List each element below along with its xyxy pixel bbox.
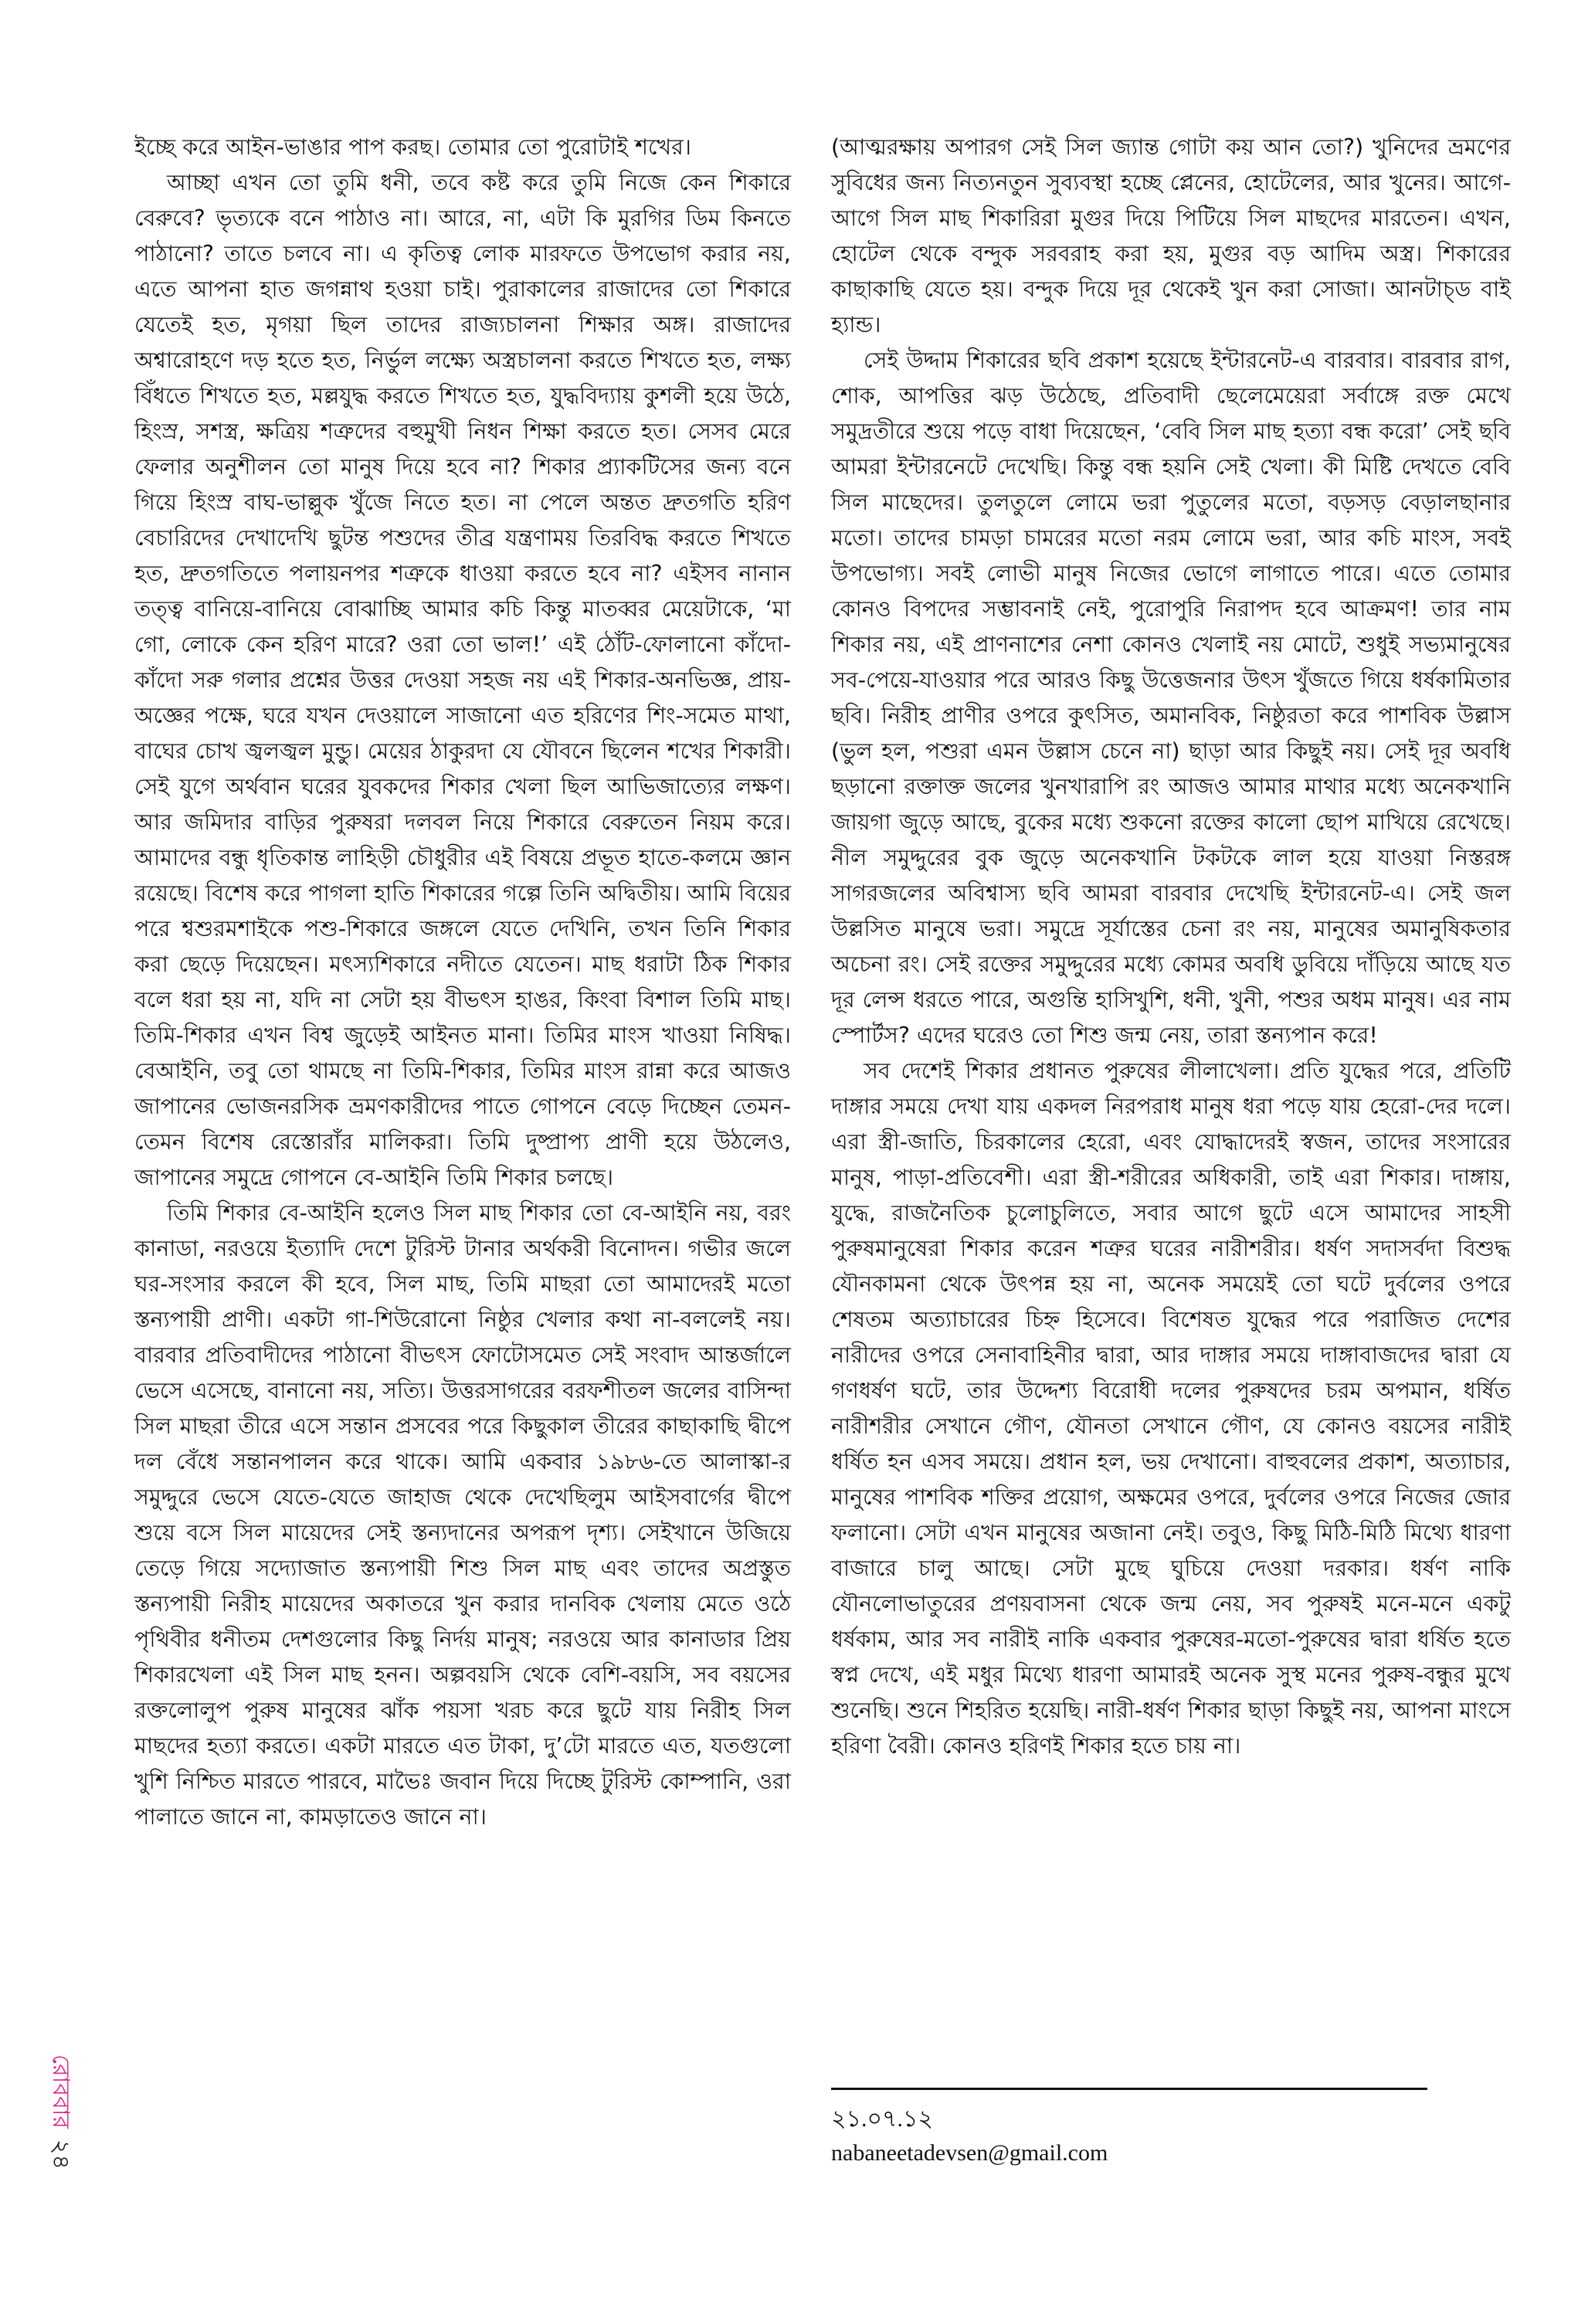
article-paragraph: সেই উদ্দাম শিকারের ছবি প্রকাশ হয়েছে ইন্টারনেট-এ বারবার। বারবার রাগ, শোক, আপত্তির ঝড় উঠেছে, প্রতিবাদী ছেলেমেয়েরা সর্বাঙ্গে রক্ত মেখে সমুদ্রতীরে শুয়ে পড়ে বাধা দিয়েছেন, ‘বেবি সিল মাছ হত্যা বন্ধ করো’ সেই ছবি আমরা ইন্টারনেটে দেখেছি। কিন্তু বন্ধ হয়নি সেই খেলা। কী মিষ্টি দেখতে বেবি সিল মাছেদের। তুলতুলে লোমে ভরা পুতুলের মতো, বড়সড় বেড়ালছানার মতো। তাদের চামড়া চামরের মতো নরম লোমে ভরা, আর কচি মাংস, সবই উপভোগ্য। সবই লোভী মানুষ নিজের ভোগে লাগাতে পারে। এতে তোমার কোনও বিপদের সম্ভাবনাই নেই, পুরোপুরি নিরাপদ হবে আক্রমণ! তার নাম শিকার নয়, এই প্রাণনাশের নেশা কোনও খেলাই নয় মোটে, শুধুই সভ্যমানুষের সব-পেয়ে-যাওয়ার পরে আরও কিছু উত্তেজনার উৎস খুঁজতে গিয়ে ধর্ষকামিতার ছবি। নিরীহ প্রাণীর ওপরে কুৎসিত, অমানবিক, নিষ্ঠুরতা করে পাশবিক উল্লাস (ভুল হল, পশুরা এমন উল্লাস চেনে না) ছাড়া আর কিছুই নয়। সেই দূর অবধি ছড়ানো রক্তাক্ত জলের খুনখারাপি রং আজও আমার মাথার মধ্যে অনেকখানি জায়গা জুড়ে আছে, বুকের মধ্যে শুকনো রক্তের কালো ছোপ মাখিয়ে রেখেছে। নীল সমুদ্দুরের বুক জুড়ে অনেকখানি টকটকে লাল হয়ে যাওয়া নিস্তরঙ্গ সাগরজলের অবিশ্বাস্য ছবি আমরা বারবার দেখেছি ইন্টারনেট-এ। সেই জল উল্লসিত মানুষে ভরা। সমুদ্রে সূর্যাস্তের চেনা রং নয়, মানুষের অমানুষিকতার অচেনা রং। সেই রক্তের সমুদ্দুরের মধ্যে কোমর অবধি ডুবিয়ে দাঁড়িয়ে আছে যত দূর লেন্স ধরতে পারে, অগুন্তি হাসিখুশি, ধনী, খুনী, পশুর অধম মানুষ। এর নাম স্পোর্টস? এদের ঘরেও তো শিশু জন্ম নেয়, তারা স্তন্যপান করে!: [831, 348, 1511, 1048]
article-paragraph: তিমি শিকার বে-আইনি হলেও সিল মাছ শিকার তো বে-আইনি নয়, বরং কানাডা, নরওয়ে ইত্যাদি দেশে টুরিস্ট টানার অর্থকরী বিনোদন। গভীর জলে ঘর-সংসার করলে কী হবে, সিল মাছ, তিমি মাছরা তো আমাদেরই মতো স্তন্যপায়ী প্রাণী। একটা গা-শিউরোনো নিষ্ঠুর খেলার কথা না-বললেই নয়। বারবার প্রতিবাদীদের পাঠানো বীভৎস ফোটোসমেত সেই সংবাদ আন্তর্জালে ভেসে এসেছে, বানানো নয়, সত্যি। উত্তরসাগরের বরফশীতল জলের বাসিন্দা সিল মাছরা তীরে এসে সন্তান প্রসবের পরে কিছুকাল তীরের কাছাকাছি দ্বীপে দল বেঁধে সন্তানপালন করে থাকে। আমি একবার ১৯৮৬-তে আলাস্কা-র সমুদ্দুরে ভেসে যেতে-যেতে জাহাজ থেকে দেখেছিলুম আইসবার্গের দ্বীপে শুয়ে বসে সিল মায়েদের সেই স্তন্যদানের অপরূপ দৃশ্য। সেইখানে উজিয়ে তেড়ে গিয়ে সদ্যোজাত স্তন্যপায়ী শিশু সিল মাছ এবং তাদের অপ্রস্তুত স্তন্যপায়ী নিরীহ মায়েদের অকাতরে খুন করার দানবিক খেলায় মেতে ওঠে পৃথিবীর ধনীতম দেশগুলোর কিছু নির্দয় মানুষ; নরওয়ে আর কানাডার প্রিয় শিকারখেলা এই সিল মাছ হনন। অল্পবয়সি থেকে বেশি-বয়সি, সব বয়সের রক্তলোলুপ পুরুষ মানুষের ঝাঁক পয়সা খরচ করে ছুটে যায় নিরীহ সিল মাছদের হত্যা করতে। একটা মারতে এত টাকা, দু’টো মারতে এত, যতগুলো খুশি নিশ্চিত মারতে পারবে, মাভৈঃ জবান দিয়ে দিচ্ছে টুরিস্ট কোম্পানি, ওরা পালাতে জানে না, কামড়াতেও জানে না।: [134, 1200, 791, 1830]
signoff-date: ২১.০৭.১২: [831, 2106, 933, 2132]
article-paragraph: আচ্ছা এখন তো তুমি ধনী, তবে কষ্ট করে তুমি নিজে কেন শিকারে বেরুবে? ভৃত্যকে বনে পাঠাও না। আরে, না, এটা কি মুরগির ডিম কিনতে পাঠানো? তাতে চলবে না। এ কৃতিত্ব লোক মারফতে উপভোগ করার নয়, এতে আপনা হাত জগন্নাথ হওয়া চাই। পুরাকালের রাজাদের তো শিকারে যেতেই হত, মৃগয়া ছিল তাদের রাজ্যচালনা শিক্ষার অঙ্গ। রাজাদের অশ্বারোহণে দড় হতে হত, নির্ভুল লক্ষ্যে অস্ত্রচালনা করতে শিখতে হত, লক্ষ্য বিঁধতে শিখতে হত, মল্লযুদ্ধ করতে শিখতে হত, যুদ্ধবিদ্যায় কুশলী হয়ে উঠে, হিংস্র, সশস্ত্র, ক্ষত্রিয় শত্রুদের বহুমুখী নিধন শিক্ষা করতে হত। সেসব মেরে ফেলার অনুশীলন তো মানুষ দিয়ে হবে না? শিকার প্র্যাকটিসের জন্য বনে গিয়ে হিংস্র বাঘ-ভাল্লুক খুঁজে নিতে হত। না পেলে অন্তত দ্রুতগতি হরিণ বেচারিদের দেখাদেখি ছুটন্ত পশুদের তীব্র যন্ত্রণাময় তিরবিদ্ধ করতে শিখতে হত, দ্রুতগতিতে পলায়নপর শত্রুকে ধাওয়া করতে হবে না? এইসব নানান তত্ত্ব বানিয়ে-বানিয়ে বোঝাচ্ছি আমার কচি কিন্তু মাতব্বর মেয়েটাকে, ‘মা গো, লোকে কেন হরিণ মারে? ওরা তো ভাল!’ এই ঠোঁট-ফোলানো কাঁদো-কাঁদো সরু গলার প্রশ্নের উত্তর দেওয়া সহজ নয় এই শিকার-অনভিজ্ঞ, প্রায়-অজ্ঞের পক্ষে, ঘরে যখন দেওয়ালে সাজানো এত হরিণের শিং-সমেত মাথা, বাঘের চোখ জ্বলজ্বল মুন্ডু। মেয়ের ঠাকুরদা যে যৌবনে ছিলেন শখের শিকারী। সেই যুগে অর্থবান ঘরের যুবকদের শিকার খেলা ছিল আভিজাত্যের লক্ষণ। আর জমিদার বাড়ির পুরুষরা দলবল নিয়ে শিকারে বেরুতেন নিয়ম করে। আমাদের বন্ধু ধৃতিকান্ত লাহিড়ী চৌধুরীর এই বিষয়ে প্রভূত হাতে-কলমে জ্ঞান রয়েছে। বিশেষ করে পাগলা হাতি শিকারের গল্পে তিনি অদ্বিতীয়। আমি বিয়ের পরে শ্বশুরমশাইকে পশু-শিকারে জঙ্গলে যেতে দেখিনি, তখন তিনি শিকার করা ছেড়ে দিয়েছেন। মৎস্যশিকারে নদীতে যেতেন। মাছ ধরাটা ঠিক শিকার বলে ধরা হয় না, যদি না সেটা হয় বীভৎস হাঙর, কিংবা বিশাল তিমি মাছ। তিমি-শিকার এখন বিশ্ব জুড়েই আইনত মানা। তিমির মাংস খাওয়া নিষিদ্ধ। বেআইনি, তবু তো থামছে না তিমি-শিকার, তিমির মাংস রান্না করে আজও জাপানের ভোজনরসিক ভ্রমণকারীদের পাতে গোপনে বেড়ে দিচ্ছেন তেমন-তেমন বিশেষ রেস্তোরাঁর মালিকরা। তিমি দুষ্প্রাপ্য প্রাণী হয়ে উঠলেও, জাপানের সমুদ্রে গোপনে বে-আইনি তিমি শিকার চলছে।: [134, 170, 791, 1190]
page-number: ২৪: [47, 2139, 74, 2170]
article-paragraph: ইচ্ছে করে আইন-ভাঙার পাপ করছ। তোমার তো পুরোটাই শখের।: [134, 134, 691, 160]
page-folio: [37, 2054, 83, 2209]
article-paragraph: (আত্মরক্ষায় অপারগ সেই সিল জ্যান্ত গোটা কয় আন তো?) খুনিদের ভ্রমণের সুবিধের জন্য নিত্যনতুন সুব্যবস্থা হচ্ছে প্লেনের, হোটেলের, আর খুনের। আগে-আগে সিল মাছ শিকারিরা মুগুর দিয়ে পিটিয়ে সিল মাছদের মারতেন। এখন, হোটেল থেকে বন্দুক সরবরাহ করা হয়, মুগুর বড় আদিম অস্ত্র। শিকারের কাছাকাছি যেতে হয়। বন্দুক দিয়ে দূর থেকেই খুন করা সোজা। আনটাচ্‌ড বাই হ্যান্ড।: [831, 134, 1511, 338]
article-column-right: [831, 130, 1511, 1764]
article-signoff: [831, 2102, 1108, 2170]
signoff-divider: [831, 2088, 1427, 2090]
author-email: nabaneetadevsen@gmail.com: [831, 2140, 1108, 2166]
magazine-name: রোববার: [47, 2054, 74, 2129]
article-column-left: [134, 130, 791, 1835]
article-paragraph: সব দেশেই শিকার প্রধানত পুরুষের লীলাখেলা। প্রতি যুদ্ধের পরে, প্রতিটি দাঙ্গার সময়ে দেখা যায় একদল নিরপরাধ মানুষ ধরা পড়ে যায় হেরো-দের দলে। এরা স্ত্রী-জাতি, চিরকালের হেরো, এবং যোদ্ধাদেরই স্বজন, তাদের সংসারের মানুষ, পাড়া-প্রতিবেশী। এরা স্ত্রী-শরীরের অধিকারী, তাই এরা শিকার। দাঙ্গায়, যুদ্ধে, রাজনৈতিক চুলোচুলিতে, সবার আগে ছুটে এসে আমাদের সাহসী পুরুষমানুষেরা শিকার করেন শত্রুর ঘরের নারীশরীর। ধর্ষণ সদাসর্বদা বিশুদ্ধ যৌনকামনা থেকে উৎপন্ন হয় না, অনেক সময়েই তো ঘটে দুর্বলের ওপরে শেষতম অত্যাচারের চিহ্ন হিসেবে। বিশেষত যুদ্ধের পরে পরাজিত দেশের নারীদের ওপরে সেনাবাহিনীর দ্বারা, আর দাঙ্গার সময়ে দাঙ্গাবাজদের দ্বারা যে গণধর্ষণ ঘটে, তার উদ্দেশ্য বিরোধী দলের পুরুষদের চরম অপমান, ধর্ষিত নারীশরীর সেখানে গৌণ, যৌনতা সেখানে গৌণ, যে কোনও বয়সের নারীই ধর্ষিত হন এসব সময়ে। প্রধান হল, ভয় দেখানো। বাহুবলের প্রকাশ, অত্যাচার, মানুষের পাশবিক শক্তির প্রয়োগ, অক্ষমের ওপরে, দুর্বলের ওপরে নিজের জোর ফলানো। সেটা এখন মানুষের অজানা নেই। তবুও, কিছু মিঠি-মিঠি মিথ্যে ধারণা বাজারে চালু আছে। সেটা মুছে ঘুচিয়ে দেওয়া দরকার। ধর্ষণ নাকি যৌনলোভাতুরের প্রণয়বাসনা থেকে জন্ম নেয়, সব পুরুষই মনে-মনে একটু ধর্ষকাম, আর সব নারীই নাকি একবার পুরুষের-মতো-পুরুষের দ্বারা ধর্ষিত হতে স্বপ্ন দেখে, এই মধুর মিথ্যে ধারণা আমারই অনেক সুস্থ মনের পুরুষ-বন্ধুর মুখে শুনেছি। শুনে শিহরিত হয়েছি। নারী-ধর্ষণ শিকার ছাড়া কিছুই নয়, আপনা মাংসে হরিণা বৈরী। কোনও হরিণই শিকার হতে চায় না।: [831, 1058, 1511, 1759]
